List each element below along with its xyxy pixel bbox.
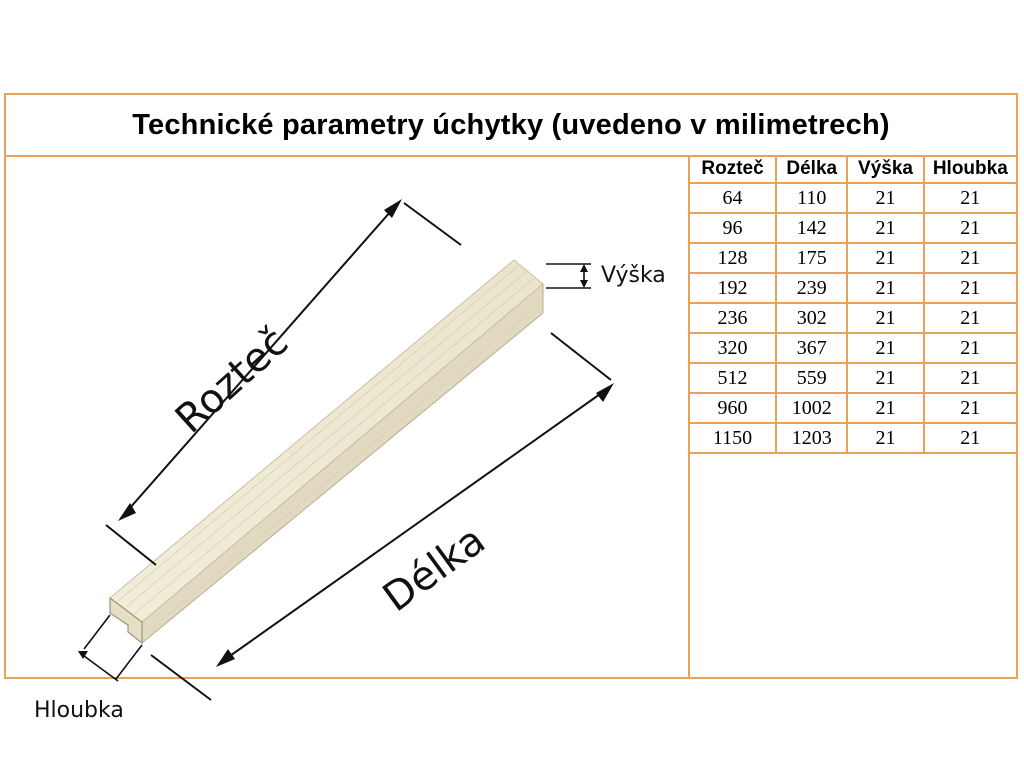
cell-vyska: 21 (847, 363, 923, 393)
cell-delka: 1002 (776, 393, 847, 423)
table-row (690, 183, 1016, 213)
page-title: Technické parametry úchytky (uvedeno v milimetrech) (132, 108, 890, 141)
vyska-arrow-top (580, 264, 588, 272)
table-row (690, 303, 1016, 333)
cell-roztec: 96 (690, 213, 776, 243)
cell-delka: 1203 (776, 423, 847, 453)
cell-vyska: 21 (847, 273, 923, 303)
title-bar (6, 95, 1016, 157)
cell-vyska: 21 (847, 213, 923, 243)
parameters-table (690, 156, 1016, 454)
cell-roztec: 64 (690, 183, 776, 213)
table-row (690, 333, 1016, 363)
table-row (690, 213, 1016, 243)
cell-delka: 175 (776, 243, 847, 273)
cell-hloubka: 21 (924, 243, 1016, 273)
cell-vyska: 21 (847, 333, 923, 363)
vyska-arrow-bottom (580, 280, 588, 288)
header-delka: Délka (776, 156, 847, 183)
cell-vyska: 21 (847, 393, 923, 423)
delka-arrow-left (216, 649, 235, 667)
cell-vyska: 21 (847, 183, 923, 213)
cell-roztec: 1150 (690, 423, 776, 453)
cell-roztec: 192 (690, 273, 776, 303)
delka-arrow-right (596, 383, 614, 402)
header-roztec: Rozteč (690, 156, 776, 183)
cell-hloubka: 21 (924, 303, 1016, 333)
cell-delka: 559 (776, 363, 847, 393)
spec-frame (4, 93, 1018, 723)
cell-hloubka: 21 (924, 183, 1016, 213)
cell-hloubka: 21 (924, 333, 1016, 363)
cell-vyska: 21 (847, 243, 923, 273)
table-row (690, 393, 1016, 423)
handle-drawing (6, 155, 688, 723)
cell-roztec: 320 (690, 333, 776, 363)
roztec-label: Rozteč (166, 318, 298, 443)
cell-roztec: 236 (690, 303, 776, 333)
cell-hloubka: 21 (924, 273, 1016, 303)
roztec-arrow-left (118, 503, 136, 521)
cell-roztec: 128 (690, 243, 776, 273)
header-hloubka: Hloubka (924, 156, 1016, 183)
hloubka-label: Hloubka (34, 698, 124, 723)
cell-roztec: 960 (690, 393, 776, 423)
vyska-label: Výška (601, 263, 666, 288)
table-row (690, 423, 1016, 453)
delka-label: Délka (374, 517, 494, 622)
table-header-row (690, 156, 1016, 183)
table-row (690, 243, 1016, 273)
cell-hloubka: 21 (924, 423, 1016, 453)
table-row (690, 363, 1016, 393)
cell-hloubka: 21 (924, 393, 1016, 423)
wood-handle (110, 260, 543, 643)
cell-vyska: 21 (847, 303, 923, 333)
cell-roztec: 512 (690, 363, 776, 393)
cell-delka: 239 (776, 273, 847, 303)
cell-delka: 142 (776, 213, 847, 243)
cell-vyska: 21 (847, 423, 923, 453)
header-vyska: Výška (847, 156, 923, 183)
cell-hloubka: 21 (924, 363, 1016, 393)
cell-delka: 302 (776, 303, 847, 333)
cell-hloubka: 21 (924, 213, 1016, 243)
cell-delka: 110 (776, 183, 847, 213)
table-row (690, 273, 1016, 303)
cell-delka: 367 (776, 333, 847, 363)
